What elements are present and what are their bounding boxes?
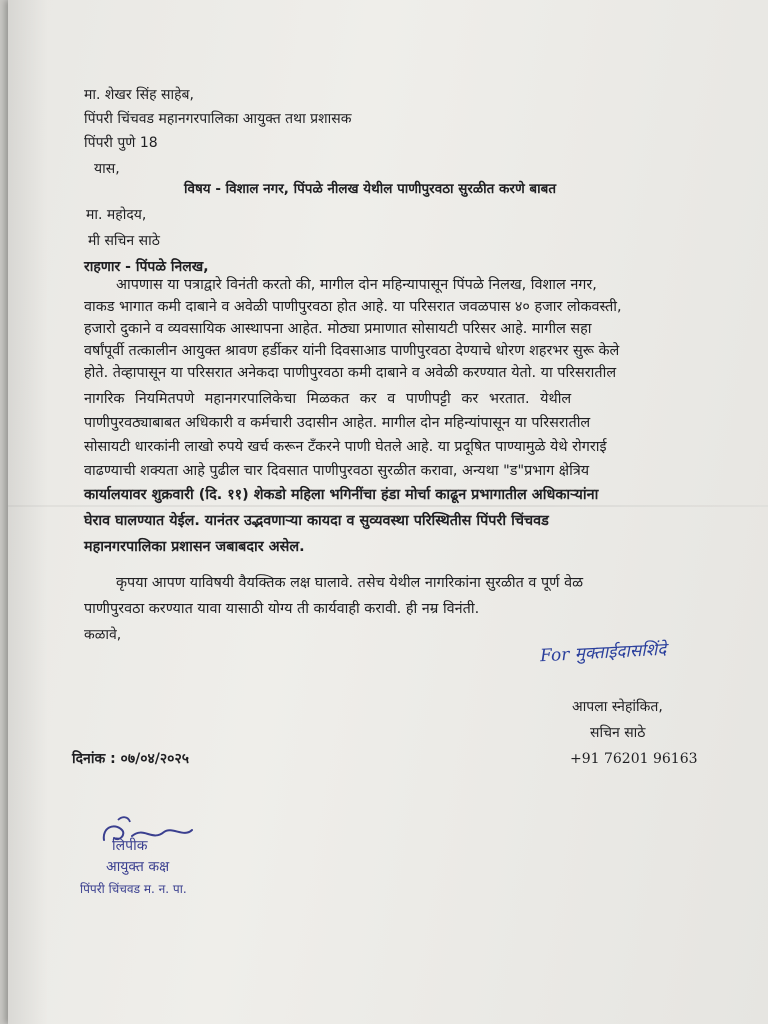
paper-fold-line — [8, 505, 768, 507]
handwritten-signature: For मुक्ताईदासशिंदे — [539, 639, 667, 667]
recipient-line-4: यास, — [94, 161, 120, 177]
closing-phrase: आपला स्नेहांकित, — [572, 699, 663, 715]
salutation: मा. महोदय, — [86, 207, 147, 223]
body-line: कृपया आपण याविषयी वैयक्तिक लक्ष घालावे. तसेच येथील नागरिकांना सुरळीत व पूर्ण वेळ — [116, 575, 584, 591]
body-line: महानगरपालिका प्रशासन जबाबदार असेल. — [84, 539, 305, 555]
subject-line: विषय - विशाल नगर, पिंपळे नीलख येथील पाणीपुरवठा सुरळीत करणे बाबत — [184, 181, 557, 197]
closing-kalave: कळावे, — [84, 627, 122, 643]
stamp-line-1: लिपीक — [112, 838, 148, 854]
sender-residence: राहणार - पिंपळे निलख, — [84, 259, 209, 275]
body-line: पाणीपुरवठ्याबाबत अधिकारी व कर्मचारी उदासीन आहेत. मागील दोन महिन्यांपासून या परिसरातील — [84, 415, 591, 431]
body-line: वाढण्याची शक्यता आहे पुढील चार दिवसात पाणीपुरवठा सुरळीत करावा, अन्यथा "ड"प्रभाग क्षेत्रिय — [84, 463, 590, 479]
signer-phone: +91 76201 96163 — [570, 751, 698, 767]
body-line: घेराव घालण्यात येईल. यानंतर उद्भवणाऱ्या कायदा व सुव्यवस्था परिस्थितीस पिंपरी चिंचवड — [84, 513, 549, 529]
letter-date: दिनांक : ०७/०४/२०२५ — [72, 751, 190, 767]
body-line: सोसायटी धारकांनी लाखो रुपये खर्च करून टँकरने पाणी घेतले आहे. या प्रदूषित पाण्यामुळे येथे रोगराई — [84, 439, 607, 455]
page-shadow — [8, 0, 48, 1024]
body-line: नागरिक नियमितपणे महानगरपालिकेचा मिळकत कर व पाणीपट्टी कर भरतात. येथील — [84, 391, 572, 407]
body-line: कार्यालयावर शुक्रवारी (दि. ११) शेकडो महिला भगिनींचा हंडा मोर्चा काढून प्रभागातील अधिकाऱ्यांना — [84, 487, 599, 503]
signer-name: सचिन साठे — [590, 725, 646, 741]
recipient-line-1: मा. शेखर सिंह साहेब, — [84, 87, 194, 103]
body-line: आपणास या पत्राद्वारे विनंती करतो की, मागील दोन महिन्यापासून पिंपळे निलख, विशाल नगर, — [116, 277, 597, 293]
stamp-line-3: पिंपरी चिंचवड म. न. पा. — [80, 882, 187, 896]
recipient-line-2: पिंपरी चिंचवड महानगरपालिका आयुक्त तथा प्रशासक — [84, 111, 352, 127]
body-line: होते. तेव्हापासून या परिसरात अनेकदा पाणीपुरवठा कमी दाबाने व अवेळी करण्यात येतो. या परिसरातील — [84, 365, 617, 381]
body-line: वाकड भागात कमी दाबाने व अवेळी पाणीपुरवठा होत आहे. या परिसरात जवळपास ४० हजार लोकवस्ती, — [84, 299, 622, 315]
body-line: वर्षांपूर्वी तत्कालीन आयुक्त श्रावण हर्डीकर यांनी दिवसाआड पाणीपुरवठा देण्याचे धोरण शहरभर सुरू केले — [84, 343, 620, 359]
stamp-line-2: आयुक्त कक्ष — [106, 859, 170, 875]
recipient-line-3: पिंपरी पुणे 18 — [84, 135, 158, 151]
body-line: हजारो दुकाने व व्यवसायिक आस्थापना आहेत. मोठ्या प्रमाणात सोसायटी परिसर आहे. मागील सहा — [84, 321, 592, 337]
sender-name: मी सचिन साठे — [88, 233, 160, 249]
body-line: पाणीपुरवठा करण्यात यावा यासाठी योग्य ती कार्यवाही करावी. ही नम्र विनंती. — [84, 601, 480, 617]
